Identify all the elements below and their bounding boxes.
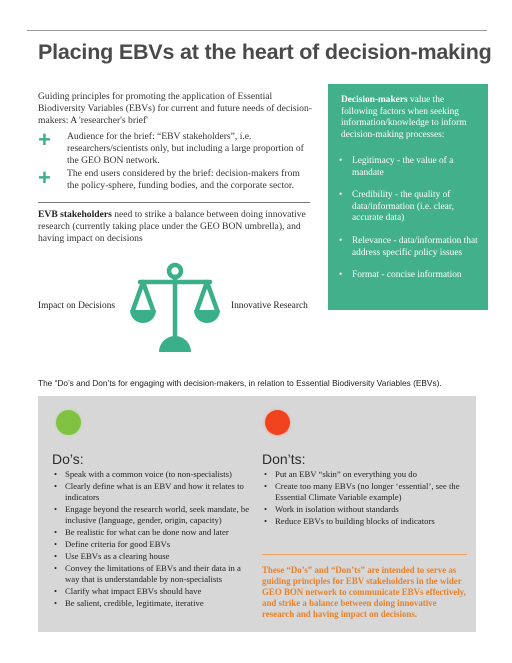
donts-item: • Create too many EBVs (no longer ‘essential’, see the Essential Climate Variable example) bbox=[262, 481, 462, 502]
page-title: Placing EBVs at the heart of decision-making bbox=[38, 40, 492, 64]
decision-makers-box bbox=[328, 84, 488, 310]
scale-label-right: Innovative Research bbox=[231, 301, 308, 311]
section-divider bbox=[38, 202, 310, 203]
dos-item: • Clearly define what is an EBV and how it relates to indicators bbox=[52, 481, 252, 502]
dos-heading: Do’s: bbox=[52, 451, 84, 467]
dos-item: • Use EBVs as a clearing house bbox=[52, 551, 252, 562]
donts-item: • Put an EBV “skin” on everything you do bbox=[262, 469, 462, 480]
decision-makers-text: value the following factors when seeking information/knowledge to inform decision-making processes: bbox=[341, 95, 467, 140]
donts-list bbox=[262, 469, 462, 528]
green-dot-icon bbox=[56, 410, 81, 435]
intro-paragraph: Guiding principles for promoting the application of Essential Biodiversity Variables (EBVs) for current and future needs of decision-makers: A 'researcher's brief' bbox=[38, 91, 312, 126]
dos-item: • Clarify what impact EBVs should have bbox=[52, 586, 252, 597]
dos-list bbox=[52, 469, 252, 610]
factor-item: • Credibility - the quality of data/information (i.e. clear, accurate data) bbox=[339, 190, 481, 225]
factor-item: • Relevance - data/information that address specific policy issues bbox=[339, 236, 481, 259]
bullet-audience: Audience for the brief: “EBV stakeholders”, i.e. researchers/scientists only, but including a large proportion of the GEO BON network. bbox=[67, 131, 304, 166]
dos-item: • Define criteria for good EBVs bbox=[52, 539, 252, 550]
decision-makers-intro bbox=[341, 95, 479, 141]
plus-icon: + bbox=[38, 127, 51, 152]
dos-donts-caption: The “Do’s and Don’ts for engaging with decision-makers, in relation to Essential Biodiversity Variables (EBVs). bbox=[38, 378, 442, 388]
scale-label-left: Impact on Decisions bbox=[38, 301, 116, 311]
factor-item: • Legitimacy - the value of a mandate bbox=[339, 156, 481, 179]
dos-donts-box bbox=[38, 396, 476, 632]
donts-heading: Don’ts: bbox=[262, 451, 306, 467]
factor-item: • Format - concise information bbox=[339, 270, 481, 282]
evb-bold: EVB stakeholders bbox=[38, 209, 112, 220]
dos-item: • Be salient, credible, legitimate, iterative bbox=[52, 598, 252, 609]
plus-icon: + bbox=[38, 165, 51, 190]
closing-divider bbox=[262, 554, 467, 555]
closing-statement: These “Do’s” and “Don’ts” are intended to serve as guiding principles for EBV stakeholders in the wider GEO BON network to communicate EBVs effectively, and strike a balance between doing innovative research and having impact on decisions. bbox=[262, 565, 466, 619]
dos-item: • Be realistic for what can be done now and later bbox=[52, 527, 252, 538]
red-dot-icon bbox=[265, 410, 290, 435]
dos-item: • Speak with a common voice (to non-specialists) bbox=[52, 469, 252, 480]
evb-paragraph bbox=[38, 209, 313, 244]
factor-list bbox=[339, 156, 481, 293]
top-rule bbox=[27, 30, 487, 31]
donts-item: • Reduce EBVs to building blocks of indicators bbox=[262, 516, 462, 527]
dos-item: • Engage beyond the research world, seek mandate, be inclusive (language, gender, origin, capacity) bbox=[52, 504, 252, 525]
decision-makers-bold: Decision-makers bbox=[341, 95, 408, 105]
dos-item: • Convey the limitations of EBVs and their data in a way that is understandable by non-specialists bbox=[52, 563, 252, 584]
donts-item: • Work in isolation without standards bbox=[262, 504, 462, 515]
bullet-end-users: The end users considered by the brief: decision-makers from the policy-sphere, funding bodies, and the corporate sector. bbox=[67, 168, 300, 191]
evb-text: need to strike a balance between doing innovative research (currently taking place under the GEO BON umbrella), and having impact on decisions bbox=[38, 209, 306, 244]
balance-scale-icon bbox=[130, 258, 220, 354]
